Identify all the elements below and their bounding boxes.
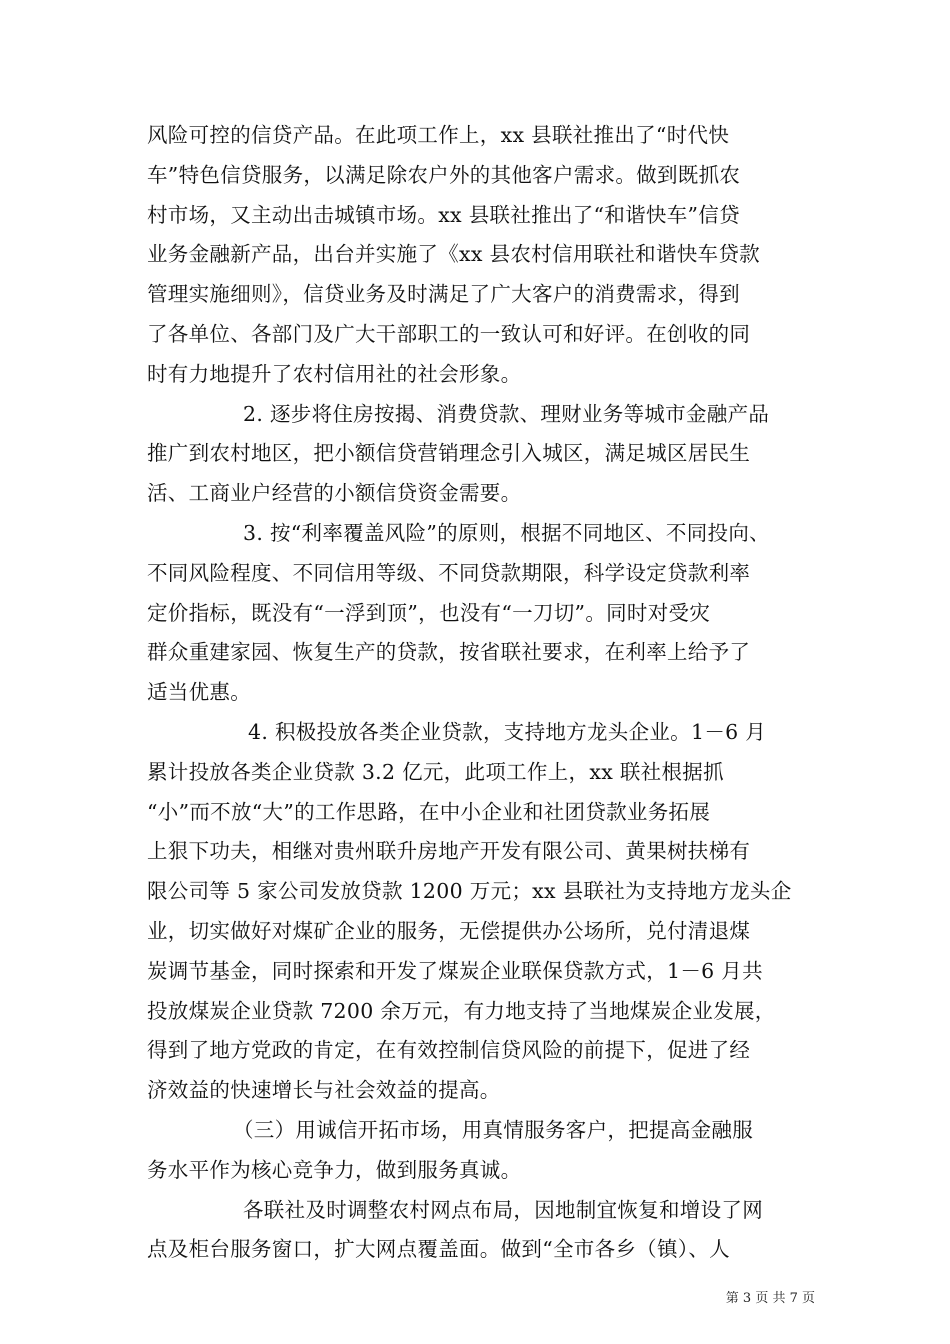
text-line: 了各单位、各部门及广大干部职工的一致认可和好评。在创收的同: [147, 321, 751, 346]
text-line: 活、工商业户经营的小额信贷资金需要。: [147, 481, 522, 506]
text-line: 不同风险程度、不同信用等级、不同贷款期限，科学设定贷款利率: [147, 560, 751, 585]
text-line: 炭调节基金，同时探索和开发了煤炭企业联保贷款方式，1－6 月共: [147, 958, 763, 983]
text-line: 时有力地提升了农村信用社的社会形象。: [147, 361, 522, 386]
text-line: 限公司等 5 家公司发放贷款 1200 万元；xx 县联社为支持地方龙头企: [147, 879, 792, 904]
text-line: 车”特色信贷服务，以满足除农户外的其他客户需求。做到既抓农: [147, 162, 741, 187]
text-line: 定价指标，既没有“一浮到顶”，也没有“一刀切”。同时对受灾: [147, 600, 711, 625]
text-line: 适当优惠。: [147, 680, 251, 705]
text-line: 济效益的快速增长与社会效益的提高。: [147, 1078, 501, 1103]
text-line: 群众重建家园、恢复生产的贷款，按省联社要求，在利率上给予了: [147, 640, 751, 665]
text-line: 2. 逐步将住房按揭、消费贷款、理财业务等城市金融产品: [243, 401, 770, 426]
text-line: 点及柜台服务窗口，扩大网点覆盖面。做到“全市各乡（镇）、人: [147, 1237, 730, 1262]
text-line: 风险可控的信贷产品。在此项工作上，xx 县联社推出了“时代快: [147, 123, 730, 147]
text-line: 得到了地方党政的肯定，在有效控制信贷风险的前提下，促进了经: [147, 1038, 751, 1063]
text-line: 业务金融新产品，出台并实施了《xx 县农村信用联社和谐快车贷款: [147, 242, 760, 267]
text-line: 4. 积极投放各类企业贷款，支持地方龙头企业。1－6 月: [248, 719, 767, 744]
text-line: 各联社及时调整农村网点布局，因地制宜恢复和增设了网: [243, 1197, 763, 1222]
text-line: 3. 按“利率覆盖风险”的原则，根据不同地区、不同投向、: [243, 520, 770, 545]
text-line: 累计投放各类企业贷款 3.2 亿元，此项工作上，xx 联社根据抓: [147, 759, 724, 784]
text-line: 推广到农村地区，把小额信贷营销理念引入城区，满足城区居民生: [147, 441, 751, 466]
document-body: [147, 116, 812, 1270]
text-line: 管理实施细则》，信贷业务及时满足了广大客户的消费需求，得到: [147, 282, 740, 307]
text-line: 村市场，又主动出击城镇市场。xx 县联社推出了“和谐快车”信贷: [147, 202, 740, 227]
text-line: 上狠下功夫，相继对贵州联升房地产开发有限公司、黄果树扶梯有: [147, 839, 751, 864]
page-number: 第 3 页 共 7 页: [725, 1291, 815, 1306]
text-line: 务水平作为核心竞争力，做到服务真诚。: [147, 1157, 522, 1182]
text-line: “小”而不放“大”的工作思路，在中小企业和社团贷款业务拓展: [147, 799, 711, 824]
text-line: 投放煤炭企业贷款 7200 余万元，有力地支持了当地煤炭企业发展，: [147, 998, 776, 1023]
text-line: （三）用诚信开拓市场，用真情服务客户，把提高金融服: [233, 1117, 753, 1142]
text-line: 业，切实做好对煤矿企业的服务，无偿提供办公场所，兑付清退煤: [147, 918, 751, 943]
